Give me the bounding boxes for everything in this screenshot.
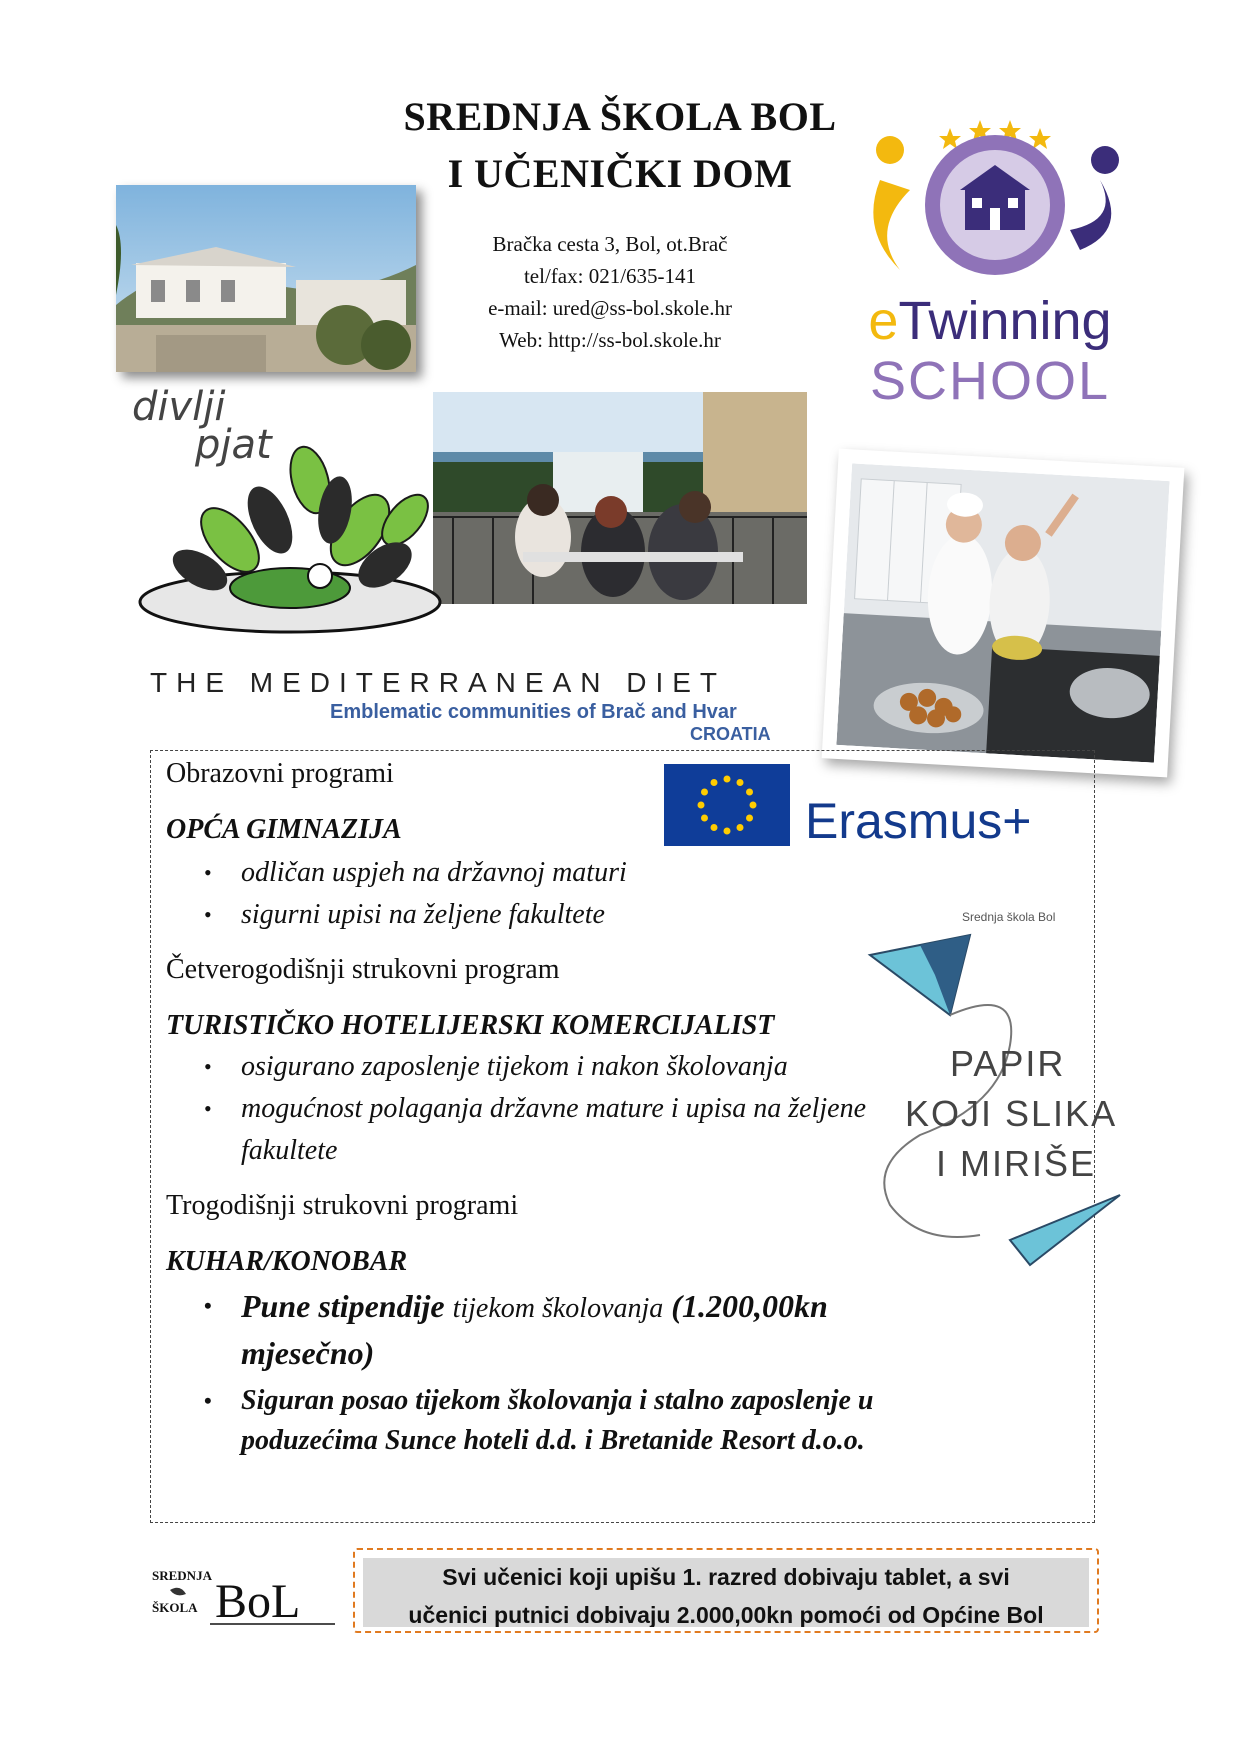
thk-item2-line1: mogućnost polaganja državne mature i upisa na željene bbox=[241, 1093, 867, 1124]
med-diet-subtitle: Emblematic communities of Brač and Hvar bbox=[330, 701, 737, 723]
title-line-2: I UČENIČKI DOM bbox=[447, 151, 793, 196]
kitchen-photo-frame bbox=[822, 449, 1185, 778]
contact-info bbox=[410, 228, 810, 356]
etwinning-e: e bbox=[868, 291, 899, 351]
list-item bbox=[166, 1088, 1066, 1172]
med-diet-country: CROATIA bbox=[690, 724, 771, 744]
etwinning-wordmark bbox=[840, 290, 1140, 352]
address: Bračka cesta 3, Bol, ot.Brač bbox=[492, 232, 728, 256]
gimnazija-list bbox=[166, 852, 1066, 936]
programs-content bbox=[166, 758, 1066, 1461]
erasmus-plus-logo: Erasmus+ bbox=[805, 793, 1032, 849]
papir-line-3: I MIRIŠE bbox=[936, 1143, 1097, 1184]
kk-item2-line2: poduzećima Sunce hoteli d.d. i Bretanide Resort d.o.o. bbox=[241, 1425, 865, 1456]
mediterranean-diet-logo bbox=[150, 667, 800, 745]
kk-item2-line1: Siguran posao tijekom školovanja i stalno zaposlenje u bbox=[241, 1385, 874, 1416]
thk-list bbox=[166, 1046, 1066, 1172]
four-year-heading: Četverogodišnji strukovni program bbox=[166, 954, 560, 985]
papir-school-label: Srednja škola Bol bbox=[962, 910, 1056, 924]
bol-small-1: SREDNJA bbox=[152, 1568, 212, 1583]
thk-item2-line2: fakultete bbox=[241, 1135, 338, 1166]
programs-intro: Obrazovni programi bbox=[166, 758, 394, 789]
list-item bbox=[166, 1284, 1066, 1375]
list-item: • odličan uspjeh na državnoj maturi bbox=[166, 852, 1066, 894]
bol-small-2: ŠKOLA bbox=[152, 1600, 198, 1615]
school-building-photo bbox=[116, 185, 416, 372]
list-item: • sigurni upisi na željene fakultete bbox=[166, 894, 1066, 936]
notice-line-2: učenici putnici dobivaju 2.000,00kn pomoći od Općine Bol bbox=[408, 1602, 1044, 1627]
skola-bol-logo bbox=[150, 1562, 340, 1634]
three-year-heading: Trogodišnji strukovni programi bbox=[166, 1190, 519, 1221]
website[interactable]: Web: http://ss-bol.skole.hr bbox=[499, 328, 721, 352]
title-line-1: SREDNJA ŠKOLA BOL bbox=[403, 94, 837, 139]
notice-line-1: Svi učenici koji upišu 1. razred dobivaju tablet, a svi bbox=[442, 1564, 1010, 1590]
pjat-word: pjat bbox=[195, 422, 272, 468]
papir-line-2: KOJI SLIKA bbox=[905, 1093, 1118, 1134]
etwinning-school-word: SCHOOL bbox=[869, 351, 1111, 411]
kk-item1-bold: Pune stipendije bbox=[241, 1288, 445, 1324]
tablet-notice bbox=[353, 1548, 1099, 1633]
kuhar-konobar-title: KUHAR/KONOBAR bbox=[166, 1246, 408, 1277]
divlji-pjat-logo bbox=[120, 380, 470, 660]
kk-item1-bold2: (1.200,00kn bbox=[671, 1288, 828, 1324]
students-terrace-photo bbox=[433, 392, 807, 604]
med-diet-title: THE MEDITERRANEAN DIET bbox=[150, 667, 727, 698]
gimnazija-title: OPĆA GIMNAZIJA bbox=[166, 814, 402, 845]
kuhar-list bbox=[166, 1284, 1066, 1461]
kk-item1-norm: tijekom školovanja bbox=[452, 1293, 664, 1324]
etwinning-twinning: Twinning bbox=[898, 291, 1112, 351]
papir-line-1: PAPIR bbox=[950, 1043, 1066, 1084]
list-item bbox=[166, 1381, 1066, 1461]
kitchen-photo bbox=[836, 463, 1169, 762]
list-item: • osigurano zaposlenje tijekom i nakon školovanja bbox=[166, 1046, 1066, 1088]
phone: tel/fax: 021/635-141 bbox=[523, 264, 697, 288]
kk-item1-line2: mjesečno) bbox=[241, 1335, 375, 1371]
notice-text bbox=[363, 1558, 1089, 1627]
email[interactable]: e-mail: ured@ss-bol.skole.hr bbox=[488, 296, 732, 320]
bol-big: BoL bbox=[215, 1575, 301, 1628]
thk-title: TURISTIČKO HOTELIJERSKI KOMERCIJALIST bbox=[166, 1010, 775, 1041]
divlji-word: divlji bbox=[132, 384, 226, 430]
